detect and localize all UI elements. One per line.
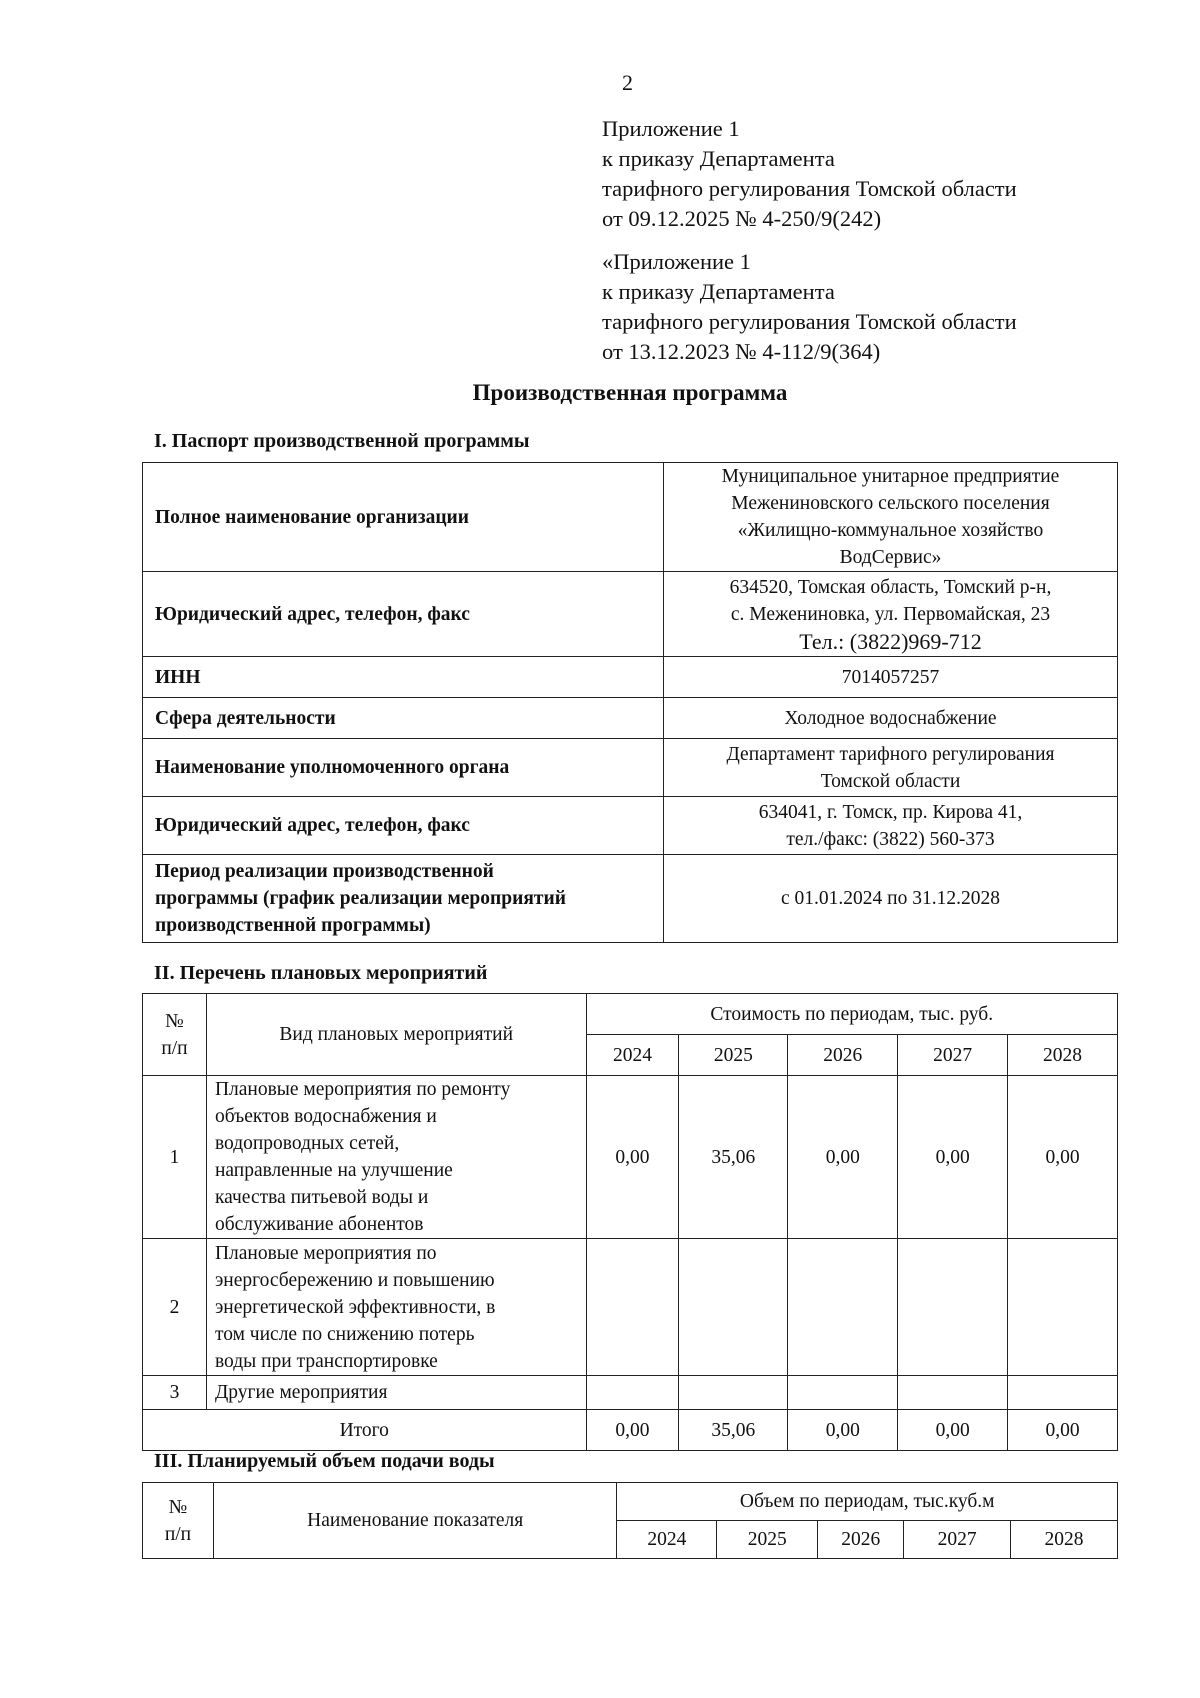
event-description-line: энергосбережению и повышению — [214, 1269, 495, 1291]
event-cost — [679, 1376, 788, 1410]
passport-value-line: Томской области — [820, 770, 961, 792]
events-total-row — [143, 1410, 1118, 1451]
passport-label: ИНН — [143, 657, 664, 698]
passport-value-line: «Жилищно-коммунальное хозяйство — [737, 520, 1044, 541]
passport-value — [664, 463, 1118, 572]
appendix-current-line4: от 09.12.2025 № 4-250/9(242) — [602, 206, 882, 231]
appendix-current-line3: тарифного регулирования Томской области — [602, 176, 1017, 201]
passport-value: Холодное водоснабжение — [664, 698, 1118, 739]
appendix-current-line2: к приказу Департамента — [602, 146, 835, 171]
passport-value: с 01.01.2024 по 31.12.2028 — [664, 855, 1118, 943]
event-description: Другие мероприятия — [206, 1376, 586, 1410]
passport-label: Полное наименование организации — [143, 463, 664, 572]
event-description-line: обслуживание абонентов — [214, 1214, 424, 1235]
passport-value — [664, 739, 1118, 797]
year-header: 2027 — [898, 1035, 1008, 1076]
event-cost — [898, 1376, 1008, 1410]
total-cost: 0,00 — [586, 1410, 679, 1451]
passport-row-authority — [143, 739, 1118, 797]
year-header: 2028 — [1011, 1521, 1118, 1559]
passport-phone: Тел.: (3822)969-712 — [799, 628, 982, 654]
event-cost: 35,06 — [679, 1076, 788, 1239]
passport-label-line: программы (график реализации мероприятий — [155, 888, 566, 909]
events-table — [142, 993, 1118, 1451]
passport-label: Юридический адрес, телефон, факс — [143, 797, 664, 855]
passport-label-line: Период реализации производственной — [155, 861, 494, 882]
passport-value — [664, 797, 1118, 855]
event-description-line: Плановые мероприятия по ремонту — [214, 1079, 511, 1100]
passport-value-line: Муниципальное унитарное предприятие — [721, 466, 1060, 487]
passport-label: Наименование уполномоченного органа — [143, 739, 664, 797]
event-cost — [586, 1239, 679, 1376]
events-col-cost: Стоимость по периодам, тыс. руб. — [586, 994, 1118, 1035]
volume-col-name: Наименование показателя — [213, 1483, 616, 1559]
event-description-line: направленные на улучшение — [214, 1160, 453, 1181]
events-header-row — [143, 994, 1118, 1035]
event-description — [206, 1239, 586, 1376]
passport-label: Сфера деятельности — [143, 698, 664, 739]
event-cost — [1008, 1376, 1118, 1410]
year-header: 2025 — [679, 1035, 788, 1076]
event-description — [206, 1076, 586, 1239]
appendix-previous-line4: от 13.12.2023 № 4-112/9(364) — [602, 339, 881, 364]
events-row — [143, 1076, 1118, 1239]
passport-row-authority-address — [143, 797, 1118, 855]
total-cost: 0,00 — [788, 1410, 898, 1451]
event-number: 1 — [143, 1076, 207, 1239]
passport-row-org-name — [143, 463, 1118, 572]
events-row — [143, 1376, 1118, 1410]
appendix-previous — [602, 247, 1122, 367]
passport-value-line: тел./факс: (3822) 560-373 — [786, 828, 995, 850]
passport-label — [143, 855, 664, 943]
event-description-line: объектов водоснабжения и — [214, 1106, 437, 1127]
event-cost — [679, 1239, 788, 1376]
event-cost: 0,00 — [1008, 1076, 1118, 1239]
events-col-name: Вид плановых мероприятий — [206, 994, 586, 1076]
passport-value-line: с. Межениновка, ул. Первомайская, 23 — [730, 603, 1051, 625]
col-num-abbr: п/п — [164, 1523, 192, 1545]
passport-value-line: ВодСервис» — [839, 547, 942, 568]
total-cost: 0,00 — [1008, 1410, 1118, 1451]
passport-value-line: 634520, Томская область, Томский р-н, — [729, 576, 1052, 598]
col-num-symbol: № — [168, 1496, 188, 1518]
page-number: 2 — [622, 70, 633, 95]
appendix-current — [602, 114, 1122, 234]
event-description-line: Плановые мероприятия по — [214, 1242, 437, 1264]
event-cost — [898, 1239, 1008, 1376]
event-description-line: водопроводных сетей, — [214, 1133, 400, 1154]
passport-row-inn — [143, 657, 1118, 698]
year-header: 2024 — [586, 1035, 679, 1076]
passport-value-line: 634041, г. Томск, пр. Кирова 41, — [758, 801, 1023, 823]
passport-label-line: производственной программы) — [155, 915, 431, 936]
volume-col-volume: Объем по периодам, тыс.куб.м — [617, 1483, 1118, 1521]
event-description-line: качества питьевой воды и — [214, 1187, 429, 1208]
appendix-previous-line1: «Приложение 1 — [602, 249, 751, 274]
total-cost: 35,06 — [679, 1410, 788, 1451]
year-header: 2026 — [818, 1521, 904, 1559]
volume-table — [142, 1482, 1118, 1559]
event-description-line: энергетической эффективности, в — [214, 1296, 496, 1318]
appendix-current-line1: Приложение 1 — [602, 116, 740, 141]
passport-row-activity — [143, 698, 1118, 739]
event-description-line: том числе по снижению потерь — [214, 1323, 475, 1345]
col-num-symbol: № — [165, 1010, 184, 1032]
event-number: 3 — [143, 1376, 207, 1410]
volume-col-num — [143, 1483, 214, 1559]
passport-value-line: Департамент тарифного регулирования — [726, 743, 1055, 765]
events-col-num — [143, 994, 207, 1076]
section1-title: I. Паспорт производственной программы — [154, 430, 530, 452]
event-cost — [788, 1376, 898, 1410]
passport-value-line: Межениновского сельского поселения — [731, 493, 1050, 514]
appendix-previous-line3: тарифного регулирования Томской области — [602, 309, 1017, 334]
year-header: 2027 — [904, 1521, 1011, 1559]
section2-title: II. Перечень плановых мероприятий — [154, 962, 488, 984]
event-cost — [1008, 1239, 1118, 1376]
year-header: 2025 — [717, 1521, 818, 1559]
event-cost: 0,00 — [788, 1076, 898, 1239]
passport-value — [664, 572, 1118, 657]
event-cost: 0,00 — [898, 1076, 1008, 1239]
passport-label: Юридический адрес, телефон, факс — [143, 572, 664, 657]
passport-row-period — [143, 855, 1118, 943]
event-cost: 0,00 — [586, 1076, 679, 1239]
appendix-previous-line2: к приказу Департамента — [602, 279, 835, 304]
total-cost: 0,00 — [898, 1410, 1008, 1451]
col-num-abbr: п/п — [161, 1037, 188, 1059]
event-cost — [586, 1376, 679, 1410]
event-description-line: воды при транспортировке — [214, 1350, 438, 1372]
passport-value: 7014057257 — [664, 657, 1118, 698]
year-header: 2028 — [1008, 1035, 1118, 1076]
volume-header-row — [143, 1483, 1118, 1521]
section3-title: III. Планируемый объем подачи воды — [154, 1450, 495, 1472]
passport-table — [142, 462, 1118, 943]
year-header: 2026 — [788, 1035, 898, 1076]
document-title: Производственная программа — [472, 380, 788, 405]
passport-row-legal-address — [143, 572, 1118, 657]
events-row — [143, 1239, 1118, 1376]
event-cost — [788, 1239, 898, 1376]
event-number: 2 — [143, 1239, 207, 1376]
year-header: 2024 — [617, 1521, 717, 1559]
total-label: Итого — [143, 1410, 587, 1451]
